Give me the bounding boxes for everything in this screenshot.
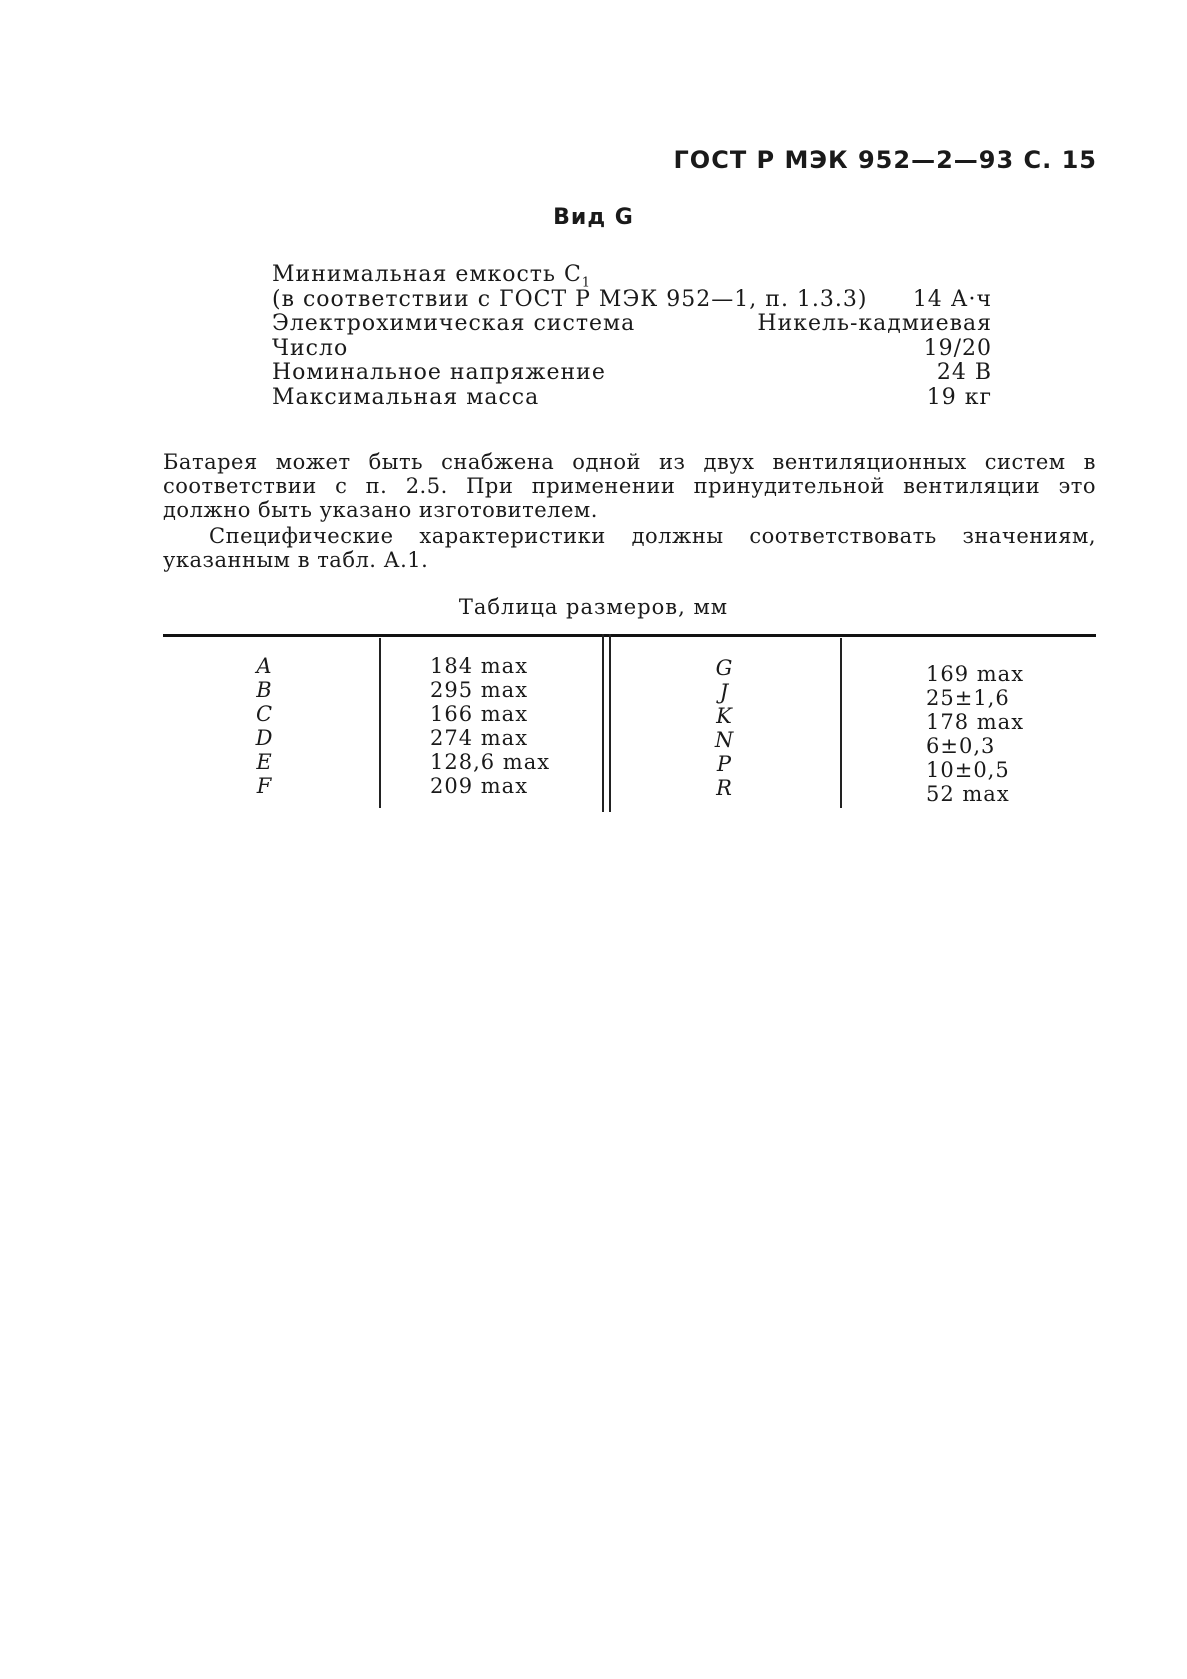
left-values-column <box>430 654 550 798</box>
dimension-value: 52 max <box>926 782 1010 806</box>
dimension-value: 10±0,5 <box>926 758 1010 782</box>
dimension-letter: R <box>716 776 732 800</box>
dimension-letter: G <box>715 656 733 680</box>
dimension-letter: C <box>255 702 273 726</box>
spec-label: Максимальная масса <box>272 384 540 410</box>
dimension-value: 209 max <box>430 774 529 798</box>
paragraph-characteristics: Специфические характеристики должны соответствовать значениям, указанным в табл. А.1. <box>163 524 1096 572</box>
dimension-letter: K <box>716 704 732 728</box>
spec-row-capacity-title <box>272 262 992 291</box>
dimension-letter: J <box>719 680 729 704</box>
dimension-letter: F <box>256 774 272 798</box>
dimension-letter: A <box>256 654 272 678</box>
spec-row <box>272 361 992 386</box>
spec-row <box>272 337 992 362</box>
dimension-value: 6±0,3 <box>926 734 996 758</box>
dimension-letter: P <box>716 752 732 776</box>
spec-value: Никель-кадмиевая <box>757 311 992 336</box>
dimension-value: 169 max <box>926 662 1025 686</box>
capacity-reference: (в соответствии с ГОСТ Р МЭК 952—1, п. 1.3.3) <box>272 286 868 312</box>
paragraph-ventilation: Батарея может быть снабжена одной из двух вентиляционных систем в соответствии с п. 2.5. При применении принудительной вентиляции это должно быть указано изготовителем. <box>163 450 1096 522</box>
dimension-value: 295 max <box>430 678 529 702</box>
spec-row <box>272 312 992 337</box>
spec-value: 19 кг <box>926 384 992 410</box>
dimension-letter: D <box>255 726 273 750</box>
right-values-column <box>926 662 1024 806</box>
dimension-letter: E <box>256 750 272 774</box>
dimension-letter: B <box>256 678 272 702</box>
table-divider <box>379 638 381 808</box>
left-letters-column <box>234 654 294 798</box>
page-header: ГОСТ Р МЭК 952—2—93 С. 15 <box>673 146 1097 174</box>
dimension-value: 166 max <box>430 702 529 726</box>
spec-row-capacity <box>272 288 992 313</box>
table-double-divider-right <box>609 634 611 812</box>
dimension-value: 274 max <box>430 726 529 750</box>
table-double-divider-left <box>602 634 604 812</box>
spec-label: Номинальное напряжение <box>272 360 606 385</box>
table-top-rule <box>163 634 1096 637</box>
dimension-value: 25±1,6 <box>926 686 1010 710</box>
table-divider <box>840 638 842 808</box>
spec-block <box>272 263 992 410</box>
spec-label: Электрохимическая система <box>272 311 636 336</box>
dimension-value: 178 max <box>926 710 1025 734</box>
spec-label: Число <box>272 335 349 361</box>
view-title: Вид G <box>553 205 634 230</box>
capacity-label: Минимальная емкость C <box>272 262 582 287</box>
table-caption: Таблица размеров, мм <box>458 595 729 619</box>
spec-row <box>272 386 992 411</box>
dimension-value: 128,6 max <box>430 750 551 774</box>
dimension-letter: N <box>714 728 734 752</box>
spec-value: 19/20 <box>923 335 992 361</box>
spec-value: 24 В <box>936 360 992 385</box>
dimension-value: 184 max <box>430 654 529 678</box>
capacity-value: 14 А·ч <box>912 286 992 312</box>
right-letters-column <box>694 656 754 800</box>
capacity-subscript: 1 <box>581 275 592 291</box>
